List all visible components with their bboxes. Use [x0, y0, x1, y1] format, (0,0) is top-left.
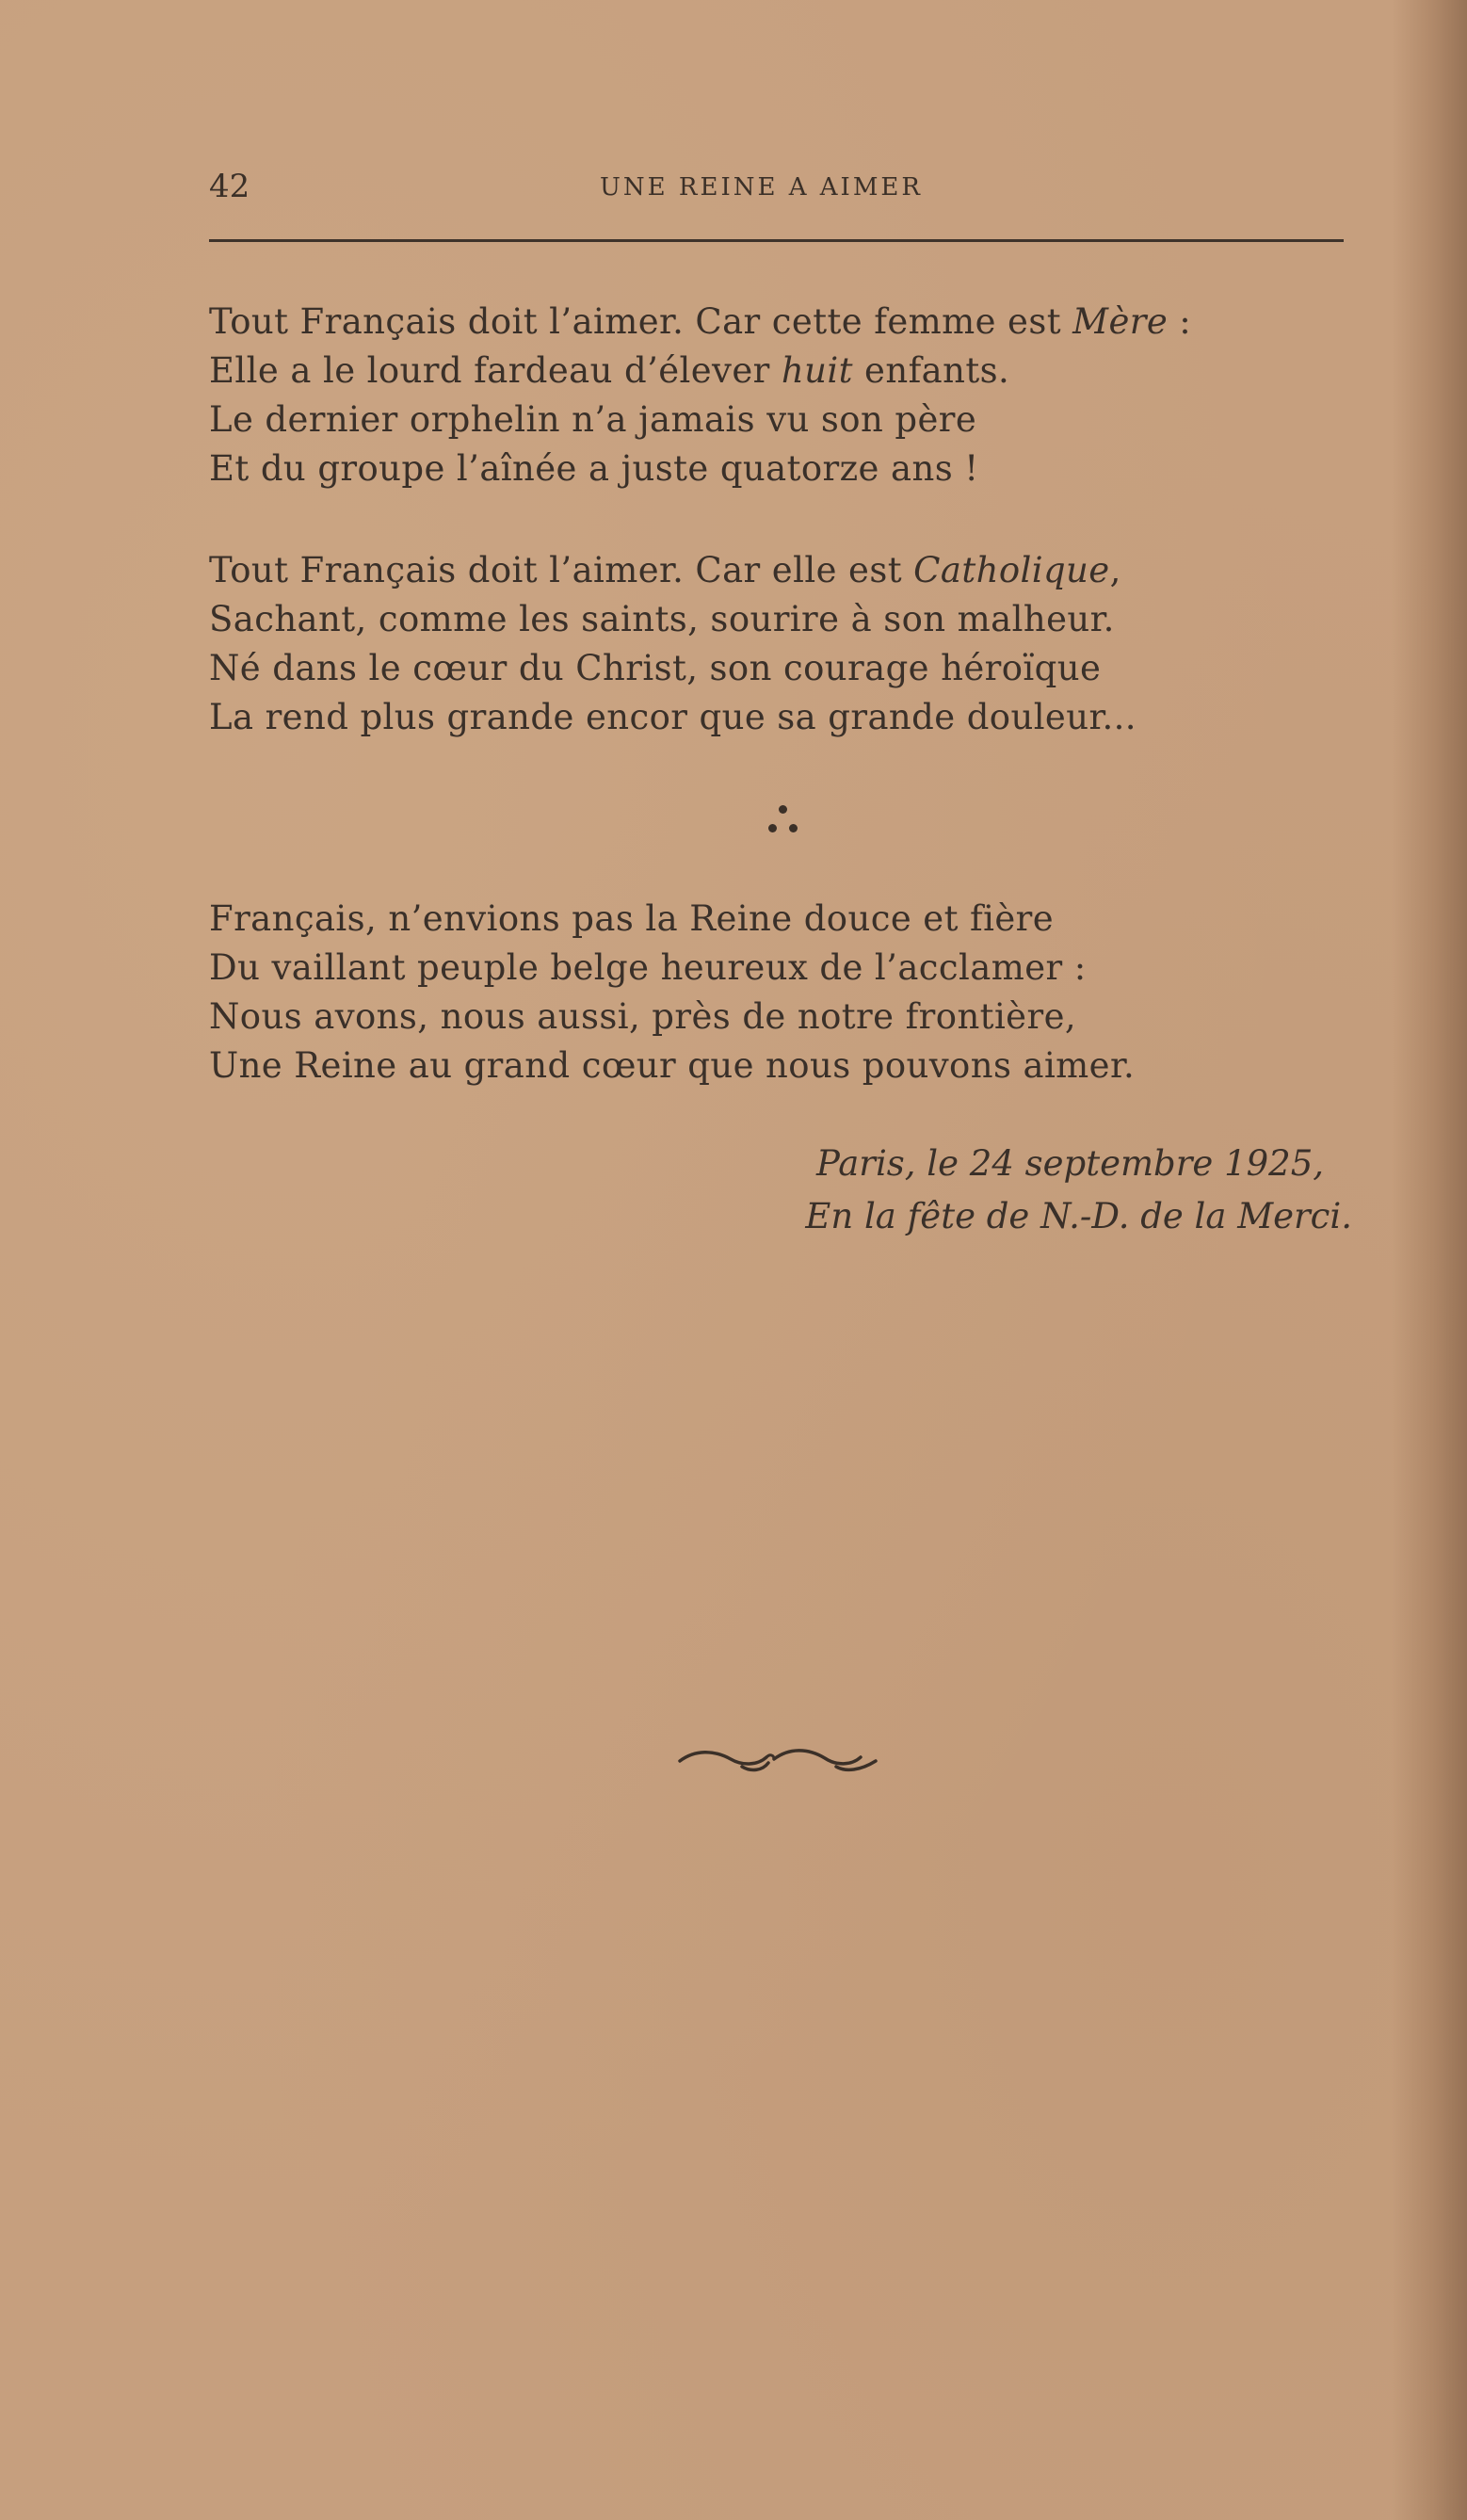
signature-block: [805, 1138, 1352, 1243]
verse-line: Elle a le lourd fardeau d’élever huit enfants.: [209, 350, 1010, 391]
running-title: UNE REINE A AIMER: [600, 173, 923, 202]
verse-line: Une Reine au grand cœur que nous pouvons aimer.: [209, 1045, 1136, 1086]
verse-line: Nous avons, nous aussi, près de notre frontière,: [209, 996, 1077, 1037]
verse-line: Le dernier orphelin n’a jamais vu son père: [209, 399, 977, 440]
verse-line: Tout Français doit l’aimer. Car cette femme est Mère :: [209, 301, 1192, 342]
verse-line: Tout Français doit l’aimer. Car elle est Catholique,: [209, 550, 1121, 590]
page-edge-shadow: [1392, 0, 1467, 2520]
verse-line: La rend plus grande encor que sa grande douleur...: [209, 697, 1137, 737]
verse-line: Né dans le cœur du Christ, son courage héroïque: [209, 648, 1102, 688]
header-rule: [209, 239, 1344, 242]
stanza-1: [209, 298, 1367, 493]
asterism-separator: [765, 796, 802, 843]
page-number: 42: [209, 168, 250, 205]
stanza-2: [209, 546, 1367, 742]
tailpiece-ornament-icon: [676, 1740, 883, 1778]
page-header: [209, 168, 1344, 215]
verse-line: Et du groupe l’aînée a juste quatorze ans !: [209, 448, 979, 489]
verse-line: Sachant, comme les saints, sourire à son malheur.: [209, 599, 1115, 639]
signature-feast: En la fête de N.-D. de la Merci.: [805, 1196, 1352, 1236]
verse-line: Français, n’envions pas la Reine douce et fière: [209, 898, 1055, 939]
verse-line: Du vaillant peuple belge heureux de l’acclamer :: [209, 947, 1087, 988]
stanza-3: [209, 895, 1367, 1090]
signature-date: Paris, le 24 septembre 1925,: [815, 1143, 1324, 1184]
